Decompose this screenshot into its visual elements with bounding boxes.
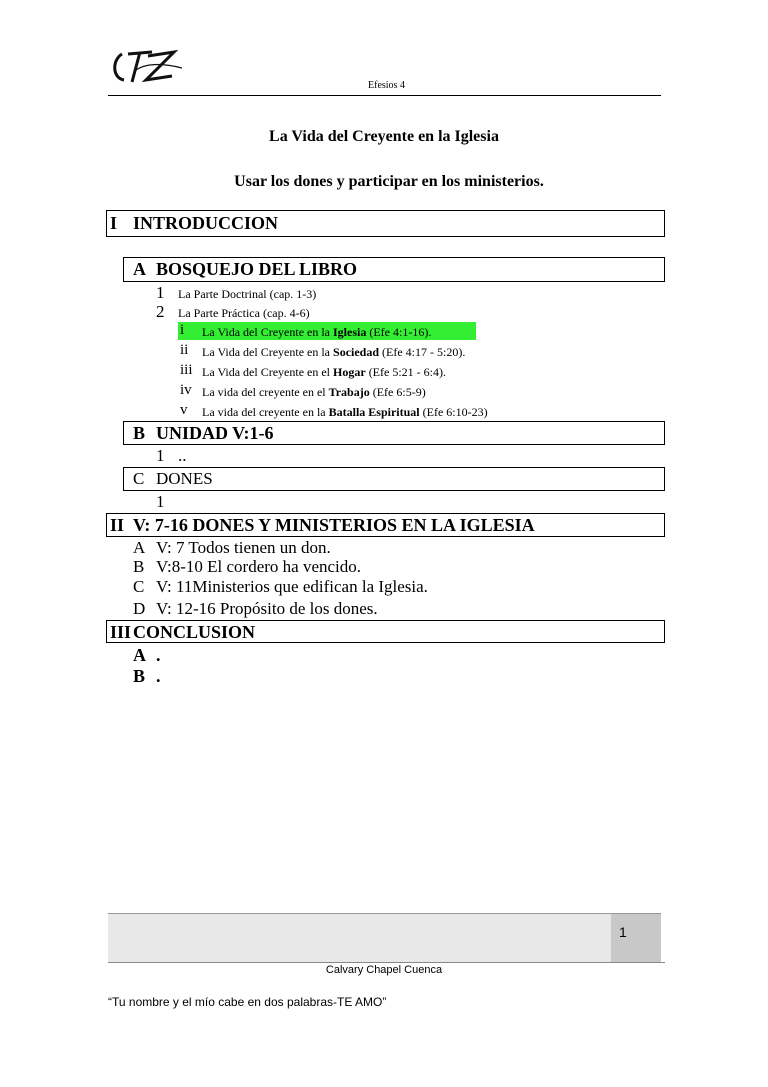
section-2-number: II	[110, 515, 125, 535]
page-title: La Vida del Creyente en la Iglesia	[269, 128, 499, 145]
item-1c1-number: 1	[156, 492, 165, 511]
footer-quote: “Tu nombre y el mío cabe en dos palabras-TE AMO”	[108, 995, 387, 1009]
section-1b-number: B	[133, 423, 146, 443]
section-1c-number: C	[133, 469, 145, 488]
roman-4-number: iv	[180, 382, 192, 398]
section-1a-number: A	[133, 259, 146, 279]
item-2a-text: V: 7 Todos tienen un don.	[156, 538, 331, 557]
section-1b-heading: UNIDAD V:1-6	[156, 423, 274, 443]
item-1b1-text: ..	[178, 446, 187, 465]
roman-2-text: La Vida del Creyente en la Sociedad (Efe 4:17 - 5:20).	[202, 345, 466, 359]
running-title: Efesios 4	[368, 80, 405, 91]
item-1a1-number: 1	[156, 283, 165, 302]
item-1b1-number: 1	[156, 446, 165, 465]
section-3-number: III	[110, 622, 132, 642]
item-1a2-number: 2	[156, 302, 165, 321]
section-1c-heading: DONES	[156, 469, 213, 488]
item-1a2-text: La Parte Práctica (cap. 4-6)	[178, 306, 310, 320]
page-number-box	[611, 913, 661, 963]
item-3b-text: .	[156, 666, 161, 686]
section-1-heading: INTRODUCCION	[133, 213, 279, 233]
item-2d-text: V: 12-16 Propósito de los dones.	[156, 599, 378, 618]
section-2-heading: V: 7-16 DONES Y MINISTERIOS EN LA IGLESIA	[133, 515, 535, 535]
roman-4-text: La vida del creyente en el Trabajo (Efe 6:5-9)	[202, 385, 426, 399]
page-number: 1	[619, 924, 627, 940]
roman-3-number: iii	[180, 362, 193, 378]
item-3b-number: B	[133, 666, 146, 686]
header-divider	[108, 95, 661, 96]
roman-1-number: i	[180, 322, 185, 338]
section-1a-heading: BOSQUEJO DEL LIBRO	[156, 259, 358, 279]
page-subtitle: Usar los dones y participar en los ministerios.	[234, 173, 544, 190]
roman-5-text: La vida del creyente en la Batalla Espiritual (Efe 6:10-23)	[202, 405, 488, 419]
item-2a-number: A	[133, 538, 146, 557]
section-1-number: I	[110, 213, 118, 233]
item-2d-number: D	[133, 599, 146, 618]
roman-3-text: La Vida del Creyente en el Hogar (Efe 5:21 - 6:4).	[202, 365, 446, 379]
footer-bar	[108, 913, 611, 963]
item-3a-text: .	[156, 645, 161, 665]
roman-2-number: ii	[180, 342, 189, 358]
item-2b-text: V:8-10 El cordero ha vencido.	[156, 557, 362, 576]
footer-divider	[108, 962, 665, 963]
item-1a1-text: La Parte Doctrinal (cap. 1-3)	[178, 287, 317, 301]
item-2c-text: V: 11Ministerios que edifican la Iglesia.	[156, 577, 428, 596]
footer-church-name: Calvary Chapel Cuenca	[325, 964, 443, 976]
item-3a-number: A	[133, 645, 146, 665]
item-2c-number: C	[133, 577, 145, 596]
section-3-heading: CONCLUSION	[133, 622, 256, 642]
roman-1-text: La Vida del Creyente en la Iglesia (Efe 4:1-16).	[202, 325, 432, 339]
item-2b-number: B	[133, 557, 145, 576]
roman-5-number: v	[180, 402, 188, 418]
logo	[108, 40, 188, 92]
